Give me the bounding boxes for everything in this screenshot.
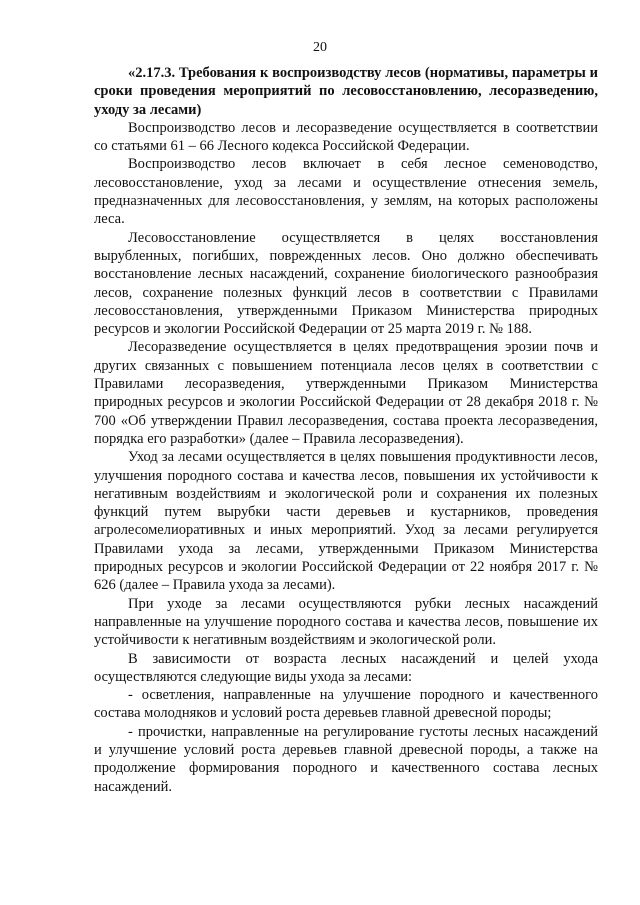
paragraph: В зависимости от возраста лесных насаждений и целей ухода осуществляются следующие виды ухода за лесами: [94,650,598,685]
paragraph: Уход за лесами осуществляется в целях повышения продуктивности лесов, улучшения породного состава и качества лесов, повышения их устойчивости к негативным воздействиям и экологической роли и сохранения их полезных функций путем вырубки части деревьев и кустарников, проведения агролесомелиоративных и иных мероприятий. Уход за лесами регулируется Правилами ухода за лесами, утвержденными Приказом Министерства природных ресурсов и экологии Российской Федерации от 22 ноября 2017 г. № 626 (далее – Правила ухода за лесами). [94,449,598,594]
paragraph: Лесовосстановление осуществляется в целях восстановления вырубленных, погибших, поврежденных лесов. Оно должно обеспечивать восстановление лесных насаждений, сохранение биологического разнообразия лесов, сохранение полезных функций лесов в соответствии с Правилами лесовосстановления, утвержденными Приказом Министерства природных ресурсов и экологии Российской Федерации от 25 марта 2019 г. № 188. [94,229,598,338]
paragraph: Воспроизводство лесов и лесоразведение осуществляется в соответствии со статьями 61 – 66 Лесного кодекса Российской Федерации. [94,119,598,155]
paragraph: При уходе за лесами осуществляются рубки лесных насаждений направленные на улучшение породного состава и качества лесов, повышение их устойчивости к негативным воздействиям и экологической роли. [94,595,598,649]
paragraph: Лесоразведение осуществляется в целях предотвращения эрозии почв и других связанных с повышением потенциала лесов целях в соответствии с Правилами лесоразведения, утвержденными Приказом Министерства природных ресурсов и экологии Российской Федерации от 28 декабря 2018 г. № 700 «Об утверждении Правил лесоразведения, состава проекта лесоразведения, порядка его разработки» (далее – Правила лесоразведения). [94,339,598,447]
paragraph: Воспроизводство лесов включает в себя лесное семеноводство, лесовосстановление, уход за лесами и осуществление отнесения земель, предназначенных для лесовосстановления, у землям, на которых расположены леса. [94,156,598,228]
section-heading: «2.17.3. Требования к воспроизводству лесов (нормативы, параметры и сроки проведения мероприятий по лесовосстановлению, лесоразведению, уходу за лесами) [94,65,598,118]
page-number: 20 [313,40,327,55]
document-body [94,64,598,796]
list-item: - прочистки, направленные на регулирование густоты лесных насаждений и улучшение условий роста деревьев главной древесной породы, а также на продолжение формирования породного и качественного состава лесных насаждений. [94,723,598,795]
list-item: - осветления, направленные на улучшение породного и качественного состава молодняков и условий роста деревьев главной древесной породы; [94,687,598,722]
